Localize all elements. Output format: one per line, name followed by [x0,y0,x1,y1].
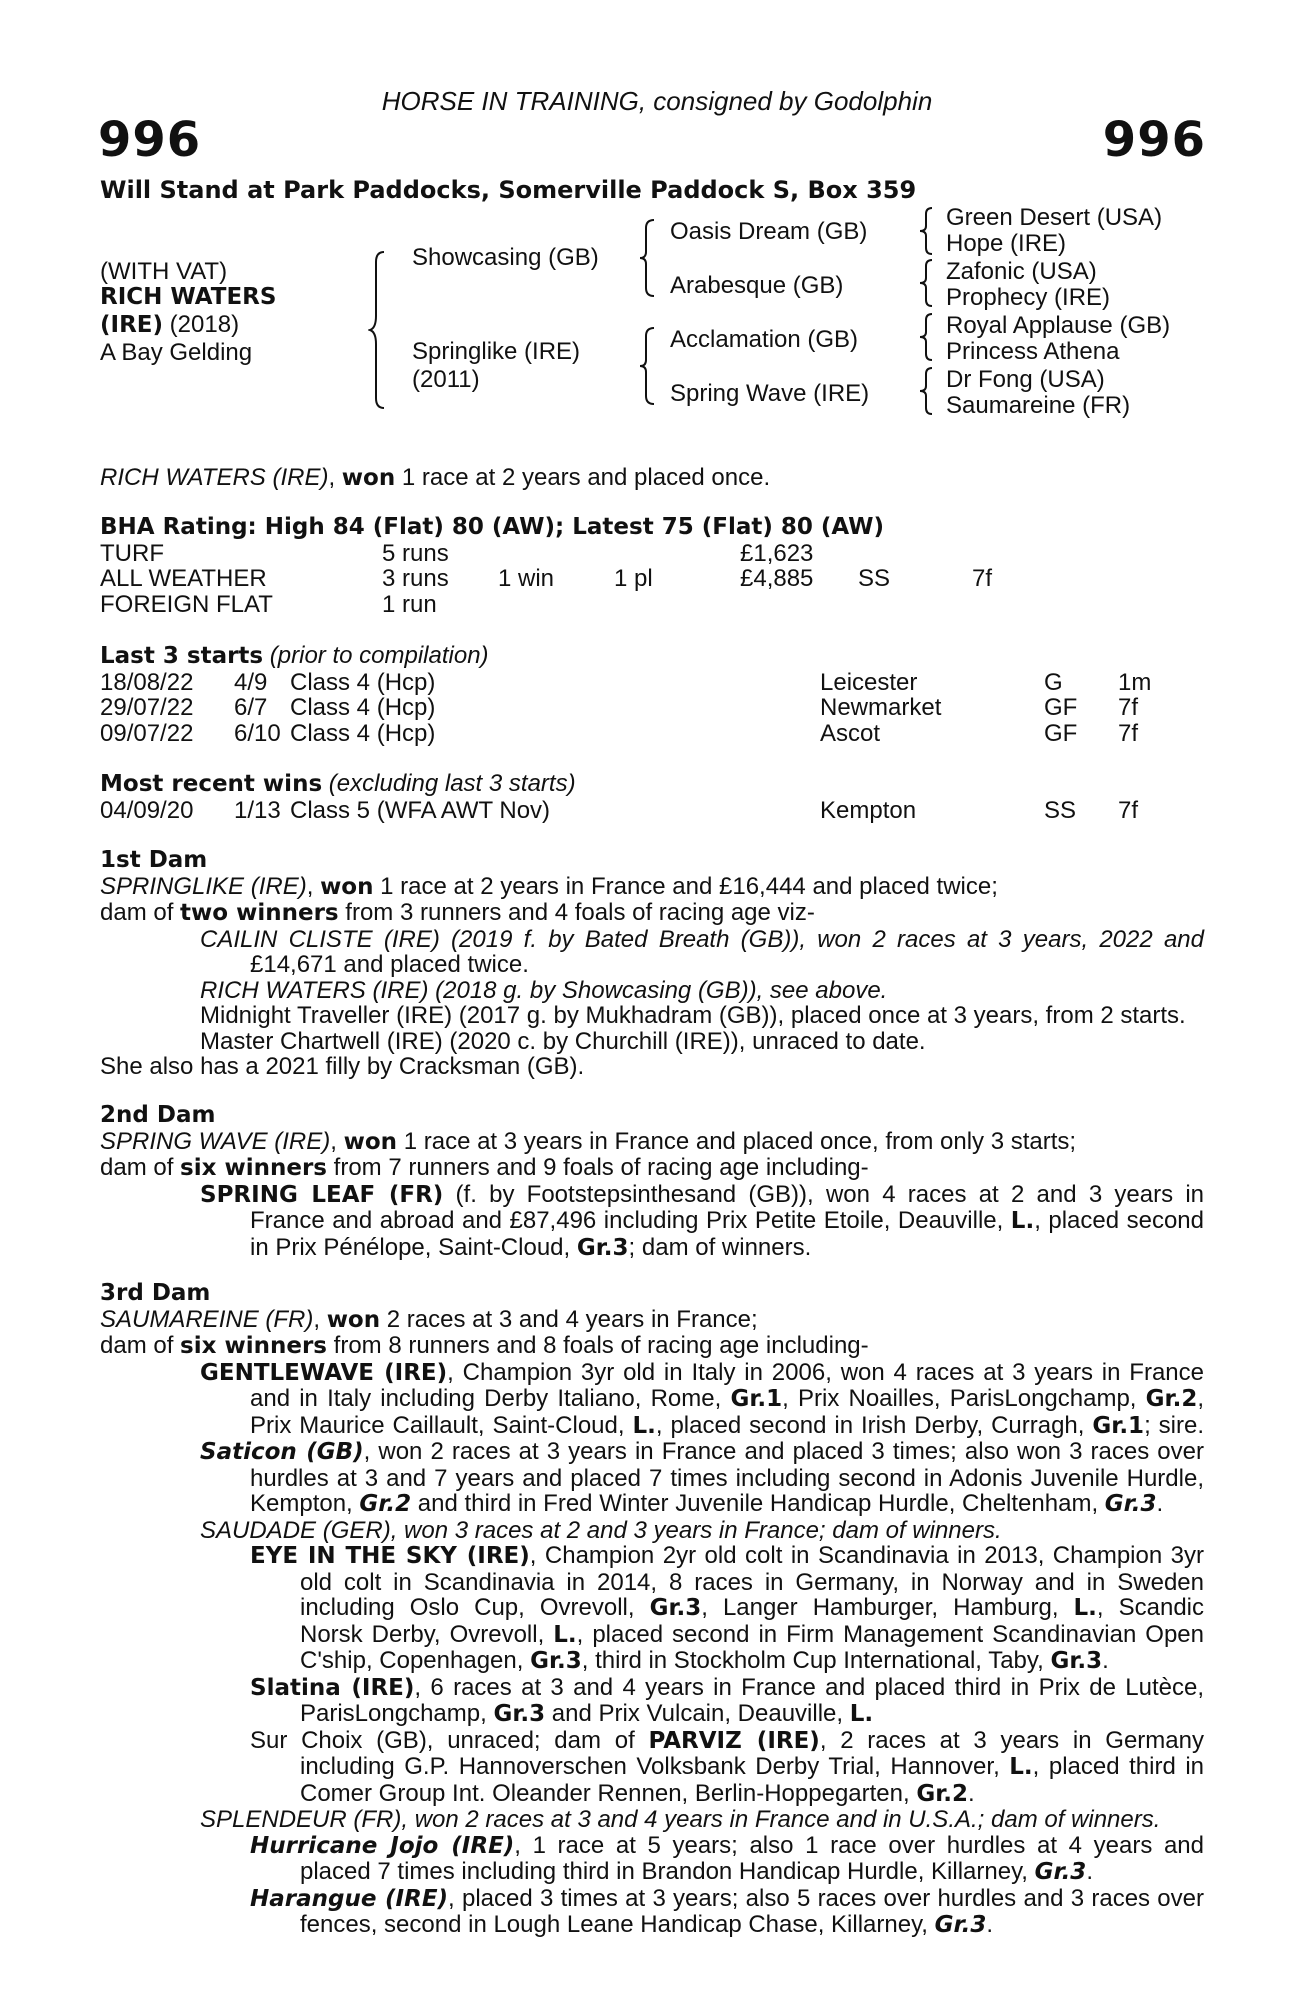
last3-dist: 1m [1118,668,1152,696]
produce-prefix: dam of [100,1154,181,1181]
horse-name: RICH WATERS [100,284,277,310]
produce-eye-in-the-sky-4 [300,1622,1204,1649]
produce-sur-choix-2 [300,1754,1204,1781]
produce-harangue-2 [300,1912,1204,1939]
record-text: . [1102,1647,1109,1674]
produce-saticon-2: hurdles at 3 and 7 years and placed 7 times including second in Adonis Juvenile Hurdle, [250,1464,1204,1492]
produce-gentlewave [200,1360,1204,1387]
third-dam-heading: 3rd Dam [100,1280,211,1306]
pedigree-brace-3b [918,258,934,308]
last3-date: 29/07/22 [100,694,194,721]
record-text: in Prix Pénélope, Saint-Cloud, [250,1233,577,1261]
rating-table [100,541,1200,618]
lot-number-left: 996 [98,112,202,168]
race-grade: Gr.3 [493,1701,546,1727]
last3-date: 18/08/22 [100,668,194,696]
record-text: Norsk Derby, Ovrevoll, [300,1620,554,1648]
runner-name: Hurricane Jojo (IRE) [250,1832,515,1859]
record-text: C'ship, Copenhagen, [300,1647,531,1674]
recent-cls: Class 5 (WFA AWT Nov) [290,796,551,824]
record-text: and third in Fred Winter Juvenile Handicap Hurdle, Cheltenham, [411,1490,1105,1517]
pedigree-dam-year: (2011) [412,366,480,393]
first-dam-produce-line [100,900,1204,927]
race-grade: L. [553,1621,577,1648]
produce-suffix: from 8 runners and 8 foals of racing age including- [326,1332,869,1359]
winners-count: six winners [180,1333,327,1359]
produce-gentlewave-2 [250,1386,1204,1413]
rating-heading: BHA Rating: High 84 (Flat) 80 (AW); Latest 75 (Flat) 80 (AW) [100,514,885,540]
third-dam-produce-line [100,1333,1204,1360]
pedigree-brace-1 [368,250,388,410]
race-grade: Gr.1 [730,1386,783,1412]
last3-section [100,643,1200,746]
last3-row [100,695,1200,721]
third-dam-line: SAUMAREINE (FR), won 2 races at 3 and 4 years in France; [100,1305,758,1333]
record-text: , placed second [1034,1207,1204,1234]
first-dam-section [100,848,1204,1080]
race-grade: L. [1010,1208,1035,1234]
last3-dist: 7f [1118,719,1139,747]
summary-horse-name: RICH WATERS (IRE) [100,464,329,491]
horse-description: A Bay Gelding [100,339,253,366]
produce-slatina [250,1675,1204,1702]
record-text: . [968,1779,975,1807]
produce-saticon [200,1439,1204,1466]
runner-record: , won 2 races at 3 years in France and placed 3 times; also won 3 races over [363,1438,1204,1465]
dam-name: SPRING WAVE (IRE) [100,1127,331,1155]
last3-note: (prior to compilation) [263,642,489,669]
produce-2021-filly: She also has a 2021 filly by Cracksman (GB). [100,1053,585,1080]
race-grade: Gr.2 [359,1491,412,1517]
last3-cls: Class 4 (Hcp) [290,719,436,747]
runner-record: , 1 race at 5 years; also 1 race over hurdles at 4 years and [514,1831,1204,1859]
produce-hurricane-jojo-2 [300,1859,1204,1886]
recent-pos: 1/13 [234,796,281,824]
produce-splendeur: SPLENDEUR (FR), won 2 races at 3 and 4 years in France and in U.S.A.; dam of winners. [200,1806,1161,1833]
last3-table [100,670,1200,747]
rating-surface: TURF [100,539,164,567]
pedigree-dsd: Princess Athena [946,338,1120,365]
runner-name: SPRING LEAF (FR) [200,1181,444,1208]
horse-name-suffix [100,311,239,339]
stand-location: Will Stand at Park Paddocks, Somerville Paddock S, Box 359 [100,176,917,204]
produce-saudade: SAUDADE (GER), won 3 races at 2 and 3 years in France; dam of winners. [200,1516,1002,1544]
record-text: fences, second in Lough Leane Handicap Chase, Killarney, [300,1911,935,1938]
first-dam-line: SPRINGLIKE (IRE), won 1 race at 2 years in France and £16,444 and placed twice; [100,872,998,900]
pedigree-ddd: Saumareine (FR) [946,392,1131,419]
rating-pl: 1 pl [614,565,653,592]
last3-row [100,670,1200,696]
record-text: . [1156,1490,1164,1517]
runner-record: , Champion 3yr old in Italy in 2006, won 4 races at 3 years in France [447,1358,1205,1386]
rating-row [100,566,1200,592]
rating-money: £4,885 [740,565,814,592]
record-text: including G.P. Hannoverschen Volksbank Derby Trial, Hannover, [300,1753,1010,1780]
produce-master-chartwell: Master Chartwell (IRE) (2020 c. by Churchill (IRE)), unraced to date. [200,1027,926,1055]
winners-count: six winners [180,1155,327,1181]
produce-prefix: dam of [100,899,181,926]
rating-section [100,515,1200,617]
last3-pos: 6/10 [234,719,281,747]
race-grade: Gr.3 [649,1595,702,1621]
rating-surface: FOREIGN FLAT [100,590,273,618]
last3-course: Leicester [820,668,918,696]
produce-cailin-cliste-cont: £14,671 and placed twice. [250,951,529,978]
recent-going: SS [1044,796,1077,824]
last3-going: GF [1044,719,1078,747]
runner-name: Harangue (IRE) [250,1885,449,1912]
recent-row [100,798,1200,824]
dam-name: SPRINGLIKE (IRE) [100,872,307,900]
summary-won: won [341,465,396,491]
recent-dist: 7f [1118,796,1139,824]
race-summary: RICH WATERS (IRE), won 1 race at 2 years and placed once. [100,464,771,491]
produce-hurricane-jojo [250,1833,1204,1860]
runner-record: , 6 races at 3 and 4 years in France and placed third in Prix de Lutèce, [414,1673,1205,1701]
pedigree-sire: Showcasing (GB) [412,244,599,271]
record-text: , placed second in Irish Derby, Curragh, [655,1411,1093,1439]
winners-count: two winners [180,900,339,926]
rating-runs: 3 runs [382,565,449,592]
produce-cailin-cliste: CAILIN CLISTE (IRE) (2019 f. by Bated Breath (GB)), won 2 races at 3 years, 2022 and [200,925,1204,953]
record-text: , placed third in [1032,1753,1204,1780]
recent-section [100,771,1200,823]
last3-going: G [1044,668,1063,696]
race-grade: Gr.3 [1050,1648,1103,1674]
record-text: placed 7 times including third in Brandon Handicap Hurdle, Killarney, [300,1858,1035,1885]
last3-row [100,721,1200,747]
last3-cls: Class 4 (Hcp) [290,668,436,696]
rating-dist: 7f [972,565,993,592]
record-text: and Prix Vulcain, Deauville, [545,1700,850,1727]
produce-eye-in-the-sky-2: old colt in Scandinavia in 2014, 8 races in Germany, in Norway and in Sweden [300,1568,1204,1596]
record-text: Sur Choix (GB), unraced; dam of [250,1726,649,1754]
record-text: , third in Stockholm Cup International, Taby, [581,1647,1051,1674]
produce-midnight-traveller: Midnight Traveller (IRE) (2017 g. by Mukhadram (GB)), placed once at 3 years, from 2 starts. [200,1002,1186,1029]
recent-heading: Most recent wins [100,771,323,797]
produce-slatina-2 [300,1701,1204,1728]
dam-record: 2 races at 3 and 4 years in France; [380,1305,758,1333]
pedigree-sss: Green Desert (USA) [946,204,1163,231]
won-label: won [326,1306,381,1333]
rating-going: SS [858,565,891,592]
rating-row [100,541,1200,567]
record-text: ; sire. [1144,1411,1204,1439]
race-grade: L. [1073,1595,1097,1621]
produce-rich-waters: RICH WATERS (IRE) (2018 g. by Showcasing (GB)), see above. [200,976,888,1004]
race-grade: Gr.2 [916,1780,969,1807]
race-grade: L. [632,1412,656,1439]
catalogue-subtitle: HORSE IN TRAINING, consigned by Godolphin [381,86,933,116]
record-text: Kempton, [250,1490,360,1517]
vat-note: (WITH VAT) [100,258,228,285]
race-grade: Gr.3 [576,1234,629,1261]
record-text: , 2 races at 3 years in Germany [819,1726,1204,1754]
won-label: won [320,873,374,900]
runner-record: , placed 3 times at 3 years; also 5 races over hurdles and 3 races over [448,1884,1204,1912]
third-dam-section [100,1281,1204,1939]
pedigree-sdd: Prophecy (IRE) [946,284,1111,311]
last3-course: Ascot [820,719,881,747]
recent-date: 04/09/20 [100,796,194,824]
last3-cls: Class 4 (Hcp) [290,694,436,721]
recent-note: (excluding last 3 starts) [322,770,576,797]
race-grade: Gr.3 [934,1912,987,1938]
last3-going: GF [1044,694,1078,721]
horse-year: (2018) [163,311,240,338]
record-text: ; dam of winners. [628,1233,812,1261]
pedigree-dam: Springlike (IRE) [412,338,581,365]
record-text: , Scandic [1096,1594,1204,1621]
rating-runs: 1 run [382,590,437,618]
pedigree-dam-sire: Acclamation (GB) [670,326,859,353]
second-dam-heading: 2nd Dam [100,1102,216,1128]
produce-sur-choix-3 [300,1781,1204,1808]
last3-course: Newmarket [820,694,942,721]
produce-gentlewave-3 [250,1413,1204,1440]
last3-dist: 7f [1118,694,1139,721]
pedigree-dds: Dr Fong (USA) [946,366,1105,393]
record-text: . [986,1911,993,1938]
produce-harangue [250,1886,1204,1913]
recent-table [100,798,1200,824]
race-grade: L. [849,1701,874,1727]
pedigree-ssd: Hope (IRE) [946,230,1067,257]
recent-course: Kempton [820,796,917,824]
dam-record: 1 race at 3 years in France and placed once, from only 3 starts; [397,1127,1077,1155]
produce-prefix: dam of [100,1332,181,1359]
rating-runs: 5 runs [382,539,449,567]
rating-wins: 1 win [498,565,555,592]
race-grade: Gr.3 [530,1648,582,1674]
produce-suffix: from 3 runners and 4 foals of racing age viz- [338,899,815,926]
runner-name: Slatina (IRE) [250,1674,415,1701]
last3-date: 09/07/22 [100,719,194,747]
runner-record: , Champion 2yr old colt in Scandinavia in 2013, Champion 3yr [529,1542,1205,1569]
horse-country: (IRE) [100,312,164,338]
pedigree-dss: Royal Applause (GB) [946,312,1171,339]
last3-pos: 6/7 [234,694,268,721]
pedigree-sds: Zafonic (USA) [946,258,1097,285]
pedigree-brace-2b [638,326,658,406]
record-text: Prix Maurice Caillault, Saint-Cloud, [250,1411,633,1439]
pedigree-dam-dam: Spring Wave (IRE) [670,380,870,407]
record-text: Comer Group Int. Oleander Rennen, Berlin-Hoppegarten, [300,1779,917,1807]
second-dam-line: SPRING WAVE (IRE), won 1 race at 3 years in France and placed once, from only 3 starts; [100,1127,1077,1155]
record-text: , placed second in Firm Management Scandinavian Open [576,1620,1204,1648]
dam-record: 1 race at 2 years in France and £16,444 and placed twice; [373,872,998,900]
runner-record: (f. by Footstepsinthesand (GB)), won 4 races at 2 and 3 years in [443,1180,1204,1208]
record-text: ParisLongchamp, [300,1700,494,1727]
dam-name: SAUMAREINE (FR) [100,1305,314,1333]
pedigree-brace-2a [638,218,658,298]
race-grade: Gr.3 [1034,1859,1087,1885]
race-grade: Gr.1 [1092,1412,1145,1439]
race-grade: L. [1009,1754,1033,1780]
rating-surface: ALL WEATHER [100,565,267,592]
race-grade: Gr.3 [1104,1491,1157,1517]
record-text: . [1086,1858,1093,1885]
pedigree-sire-sire: Oasis Dream (GB) [670,218,868,245]
runner-name: GENTLEWAVE (IRE) [200,1359,448,1386]
summary-text: 1 race at 2 years and placed once. [395,464,771,491]
runner-name: PARVIZ (IRE) [648,1727,820,1754]
lot-number-right: 996 [1102,112,1206,168]
produce-eye-in-the-sky-5 [300,1648,1204,1675]
last3-pos: 4/9 [234,668,268,696]
produce-spring-leaf-3 [250,1235,1204,1262]
second-dam-section [100,1103,1204,1261]
pedigree-brace-3d [918,366,934,416]
pedigree-sire-dam: Arabesque (GB) [670,272,844,299]
pedigree-brace-3a [918,206,934,256]
last3-heading: Last 3 starts [100,643,264,669]
rating-money: £1,623 [740,539,814,567]
first-dam-heading: 1st Dam [100,847,208,873]
produce-suffix: from 7 runners and 9 foals of racing age including- [326,1154,869,1181]
second-dam-produce-line [100,1155,1204,1182]
produce-spring-leaf [200,1182,1204,1209]
record-text: including Oslo Cup, Ovrevoll, [300,1594,650,1621]
record-text: , [1197,1385,1205,1412]
record-text: France and abroad and £87,496 including Prix Petite Etoile, Deauville, [250,1207,1011,1234]
runner-name: Saticon (GB) [200,1439,364,1465]
won-label: won [343,1128,398,1155]
produce-spring-leaf-2 [250,1208,1204,1235]
record-text: , Langer Hamburger, Hamburg, [701,1594,1074,1621]
produce-eye-in-the-sky-3 [300,1595,1204,1622]
pedigree-brace-3c [918,312,934,362]
produce-sur-choix [250,1728,1204,1755]
rating-row [100,592,1200,618]
record-text: , Prix Noailles, ParisLongchamp, [782,1385,1146,1412]
produce-eye-in-the-sky [250,1543,1204,1570]
race-grade: Gr.2 [1145,1386,1198,1412]
record-text: and in Italy including Derby Italiano, Rome, [250,1385,731,1412]
produce-saticon-3 [250,1491,1204,1518]
runner-name: EYE IN THE SKY (IRE) [250,1543,530,1569]
